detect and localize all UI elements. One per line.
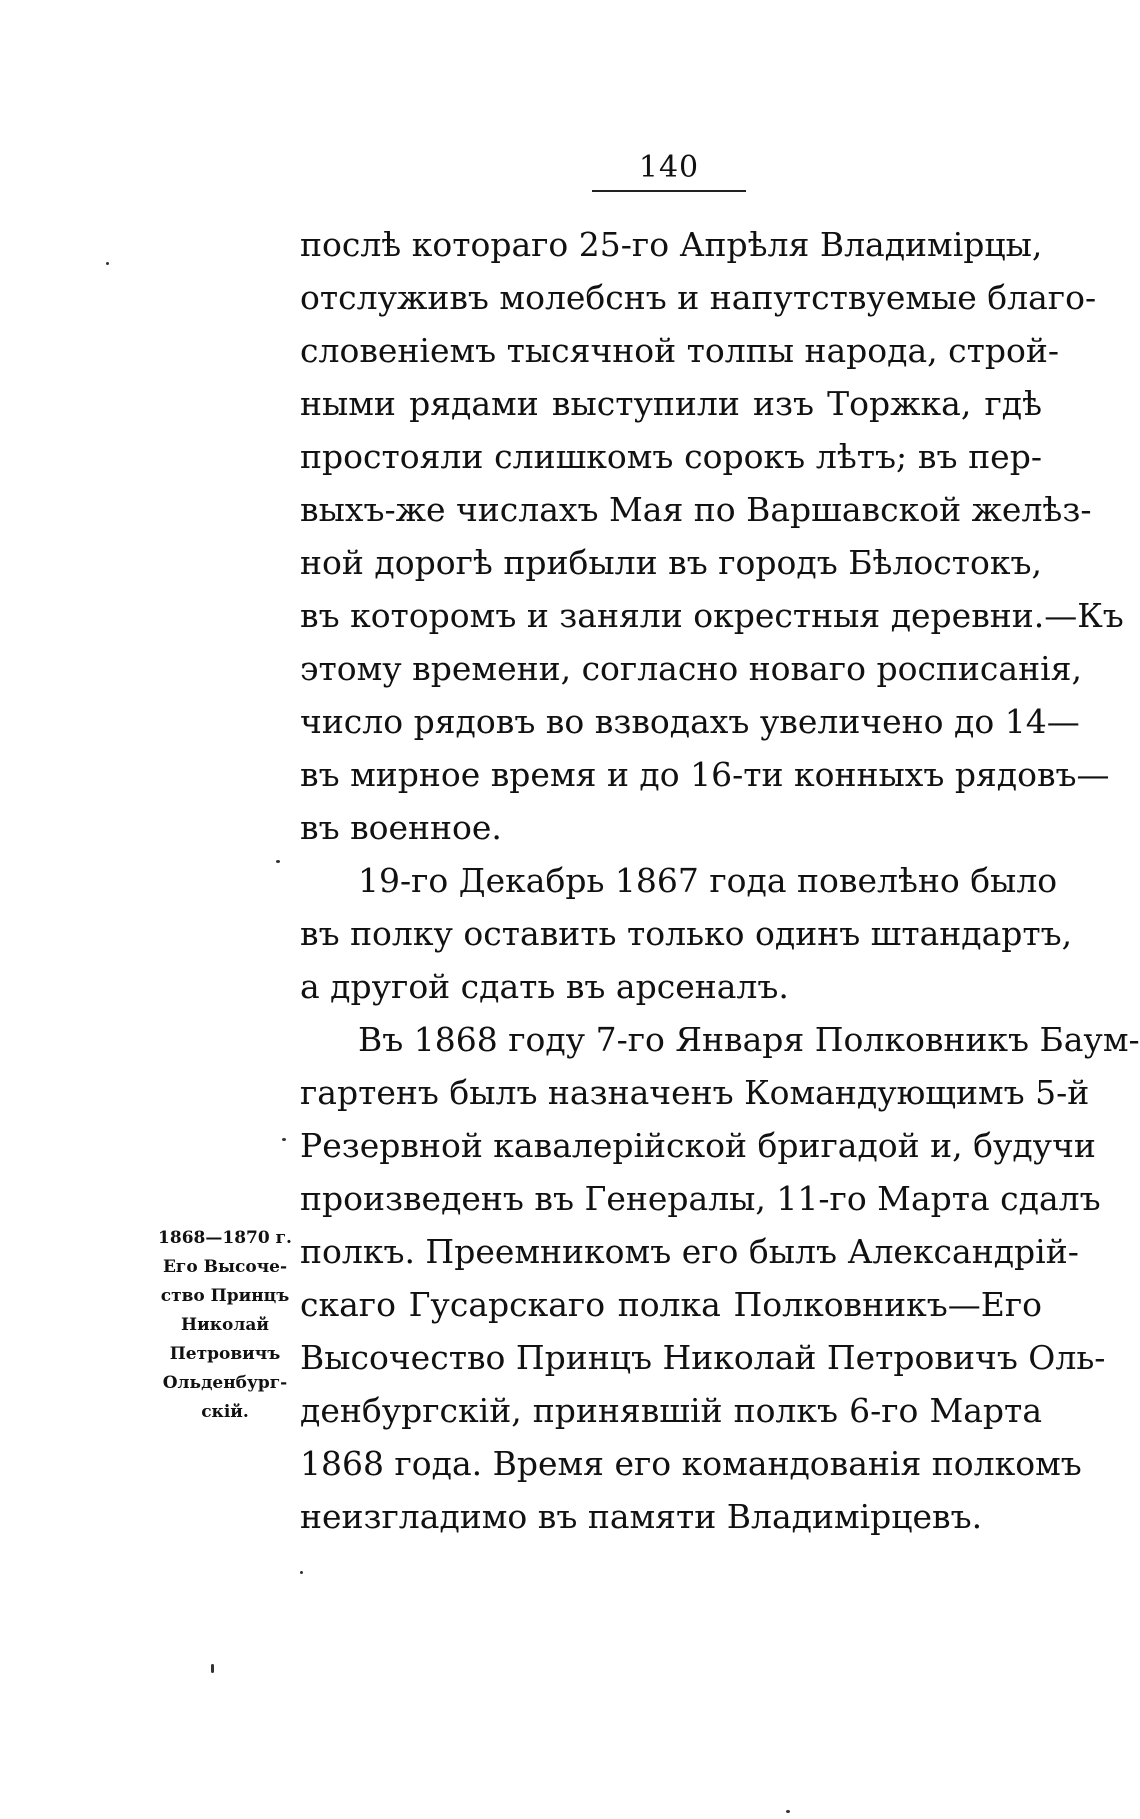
margin-note [146,1224,304,1427]
text-line: произведенъ въ Генералы, 11-го Марта сдалъ [300,1179,1101,1218]
margin-note-line: Его Высоче- [162,1257,288,1277]
text-line: выхъ-же числахъ Мая по Варшавской желѣз- [300,490,1092,529]
text-line: отслуживъ молебснъ и напутствуемые благо- [300,278,1097,317]
page-number-rule [592,190,746,192]
text-line: неизгладимо въ памяти Владимірцевъ. [300,1497,983,1536]
page-number: 140 [638,150,700,185]
main-text [300,218,1140,1543]
margin-note-line: Петровичъ [169,1344,281,1364]
text-line: простояли слишкомъ сорокъ лѣтъ; въ пер- [300,437,1042,476]
scan-speck [276,860,280,863]
text-line: а другой сдать въ арсеналъ. [300,967,789,1006]
scan-speck [786,1810,790,1813]
scan-speck [282,1138,286,1141]
text-line: Въ 1868 году 7-го Января Полковникъ Баум- [358,1020,1140,1059]
scan-speck [300,1571,303,1574]
text-line: словеніемъ тысячной толпы народа, строй- [300,331,1059,370]
text-line: Высочество Принцъ Николай Петровичъ Оль- [300,1338,1106,1377]
margin-note-line: Николай [181,1315,269,1335]
scan-speck [106,262,109,265]
text-line: этому времени, согласно новаго росписанія, [300,649,1082,688]
text-line: въ которомъ и заняли окрестныя деревни.—Къ [300,596,1124,635]
text-line: 19-го Декабрь 1867 года повелѣно было [358,861,1058,900]
scan-speck [211,1664,214,1673]
margin-note-line: ство Принцъ [160,1286,290,1306]
text-line: Резервной кавалерійской бригадой и, будучи [300,1126,1096,1165]
text-line: гартенъ былъ назначенъ Командующимъ 5-й [300,1073,1090,1112]
text-line: послѣ котораго 25-го Апрѣля Владимірцы, [300,225,1043,264]
text-line: скаго Гусарскаго полка Полковникъ—Его [300,1285,1042,1324]
text-line: въ военное. [300,808,502,847]
text-line: въ полку оставить только одинъ штандартъ, [300,914,1073,953]
margin-note-line: Ольденбург- [162,1373,288,1393]
text-line: 1868 года. Время его командованія полкомъ [300,1444,1082,1483]
margin-note-line: скій. [201,1402,249,1422]
text-line: ной дорогѣ прибыли въ городъ Бѣлостокъ, [300,543,1042,582]
text-line: число рядовъ во взводахъ увеличено до 14— [300,702,1080,741]
text-line: полкъ. Преемникомъ его былъ Александрій- [300,1232,1079,1271]
text-line: въ мирное время и до 16-ти конныхъ рядовъ— [300,755,1110,794]
text-line: ными рядами выступили изъ Торжка, гдѣ [300,384,1042,423]
margin-note-line: 1868—1870 г. [158,1228,292,1248]
text-line: денбургскій, принявшій полкъ 6-го Марта [300,1391,1042,1430]
